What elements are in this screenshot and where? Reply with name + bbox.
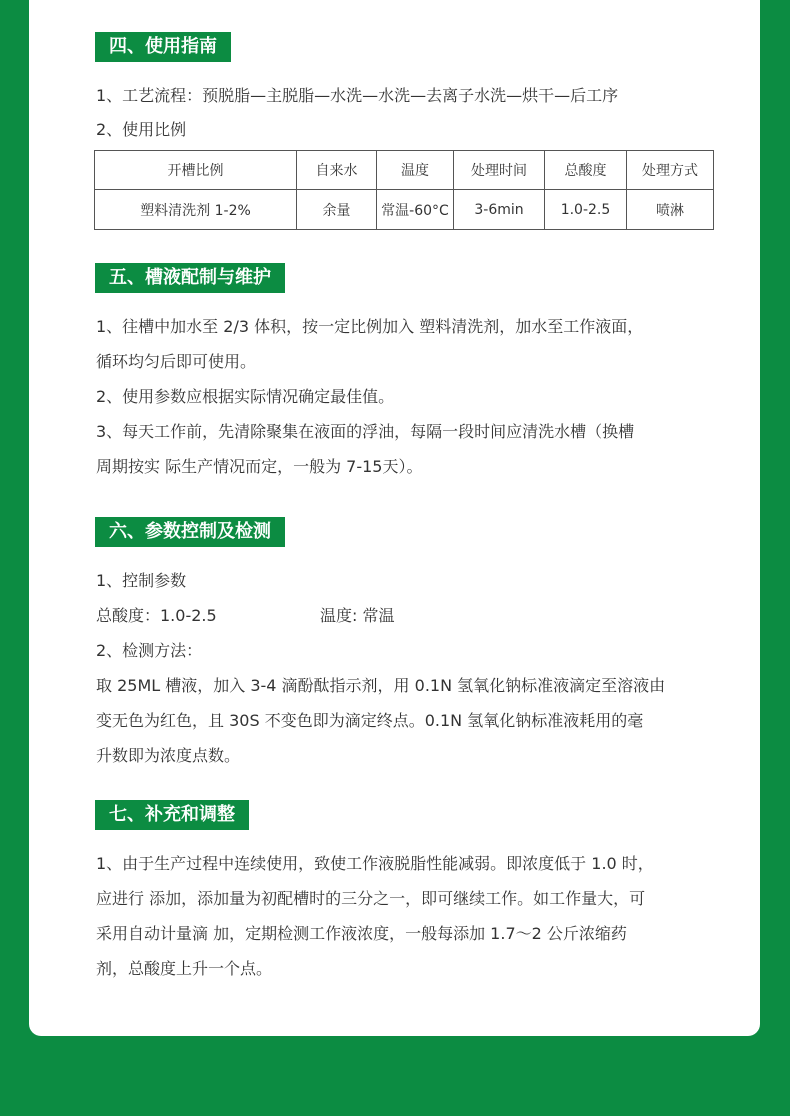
paragraph-line: 循环均匀后即可使用。: [96, 352, 257, 371]
table-header-cell: 自来水: [297, 151, 377, 190]
usage-ratio-table: [94, 150, 714, 230]
table-cell: 喷淋: [627, 190, 714, 230]
paragraph-line: 剂，总酸度上升一个点。: [96, 959, 273, 978]
usage-ratio-label: 2、使用比例: [96, 120, 187, 139]
paragraph-line: 1、往槽中加水至 2/3 体积，按一定比例加入 塑料清洗剂，加水至工作液面，: [96, 317, 644, 336]
section-heading-supplement-adjustment: 七、补充和调整: [95, 800, 249, 830]
total-acidity-value: 总酸度：1.0-2.5: [96, 606, 217, 625]
paragraph-line: 1、由于生产过程中连续使用，致使工作液脱脂性能减弱。即浓度低于 1.0 时，: [96, 854, 654, 873]
table-cell: 1.0-2.5: [545, 190, 627, 230]
table-header-cell: 开槽比例: [95, 151, 297, 190]
detection-method-label: 2、检测方法：: [96, 641, 203, 660]
table-cell: 3-6min: [454, 190, 545, 230]
paragraph-line: 变无色为红色，且 30S 不变色即为滴定终点。0.1N 氢氧化钠标准液耗用的毫: [96, 711, 644, 730]
section-heading-parameter-control: 六、参数控制及检测: [95, 517, 285, 547]
table-cell: 常温-60°C: [377, 190, 454, 230]
table-header-cell: 处理方式: [627, 151, 714, 190]
table-cell: 余量: [297, 190, 377, 230]
paragraph-line: 采用自动计量滴 加，定期检测工作液浓度，一般每添加 1.7～2 公斤浓缩药: [96, 924, 627, 943]
table-header-cell: 温度: [377, 151, 454, 190]
section-heading-bath-preparation: 五、槽液配制与维护: [95, 263, 285, 293]
paragraph-line: 取 25ML 槽液，加入 3-4 滴酚酞指示剂，用 0.1N 氢氧化钠标准液滴定至溶液由: [96, 676, 666, 695]
paragraph-line: 升数即为浓度点数。: [96, 746, 241, 765]
table-header-cell: 总酸度: [545, 151, 627, 190]
paragraph-line: 2、使用参数应根据实际情况确定最佳值。: [96, 387, 395, 406]
table-header-cell: 处理时间: [454, 151, 545, 190]
table-header-row: [95, 151, 714, 190]
paragraph-line: 应进行 添加，添加量为初配槽时的三分之一，即可继续工作。如工作量大，可: [96, 889, 646, 908]
section-heading-usage-guide: 四、使用指南: [95, 32, 231, 62]
temperature-value: 温度: 常温: [320, 606, 395, 625]
control-parameters-label: 1、控制参数: [96, 571, 187, 590]
paragraph-line: 周期按实 际生产情况而定，一般为 7-15天）。: [96, 457, 423, 476]
process-flow-text: 1、工艺流程：预脱脂—主脱脂—水洗—水洗—去离子水洗—烘干—后工序: [96, 86, 619, 105]
paragraph-line: 3、每天工作前，先清除聚集在液面的浮油，每隔一段时间应清洗水槽（换槽: [96, 422, 635, 441]
table-cell: 塑料清洗剂 1-2%: [95, 190, 297, 230]
table-row: [95, 190, 714, 230]
